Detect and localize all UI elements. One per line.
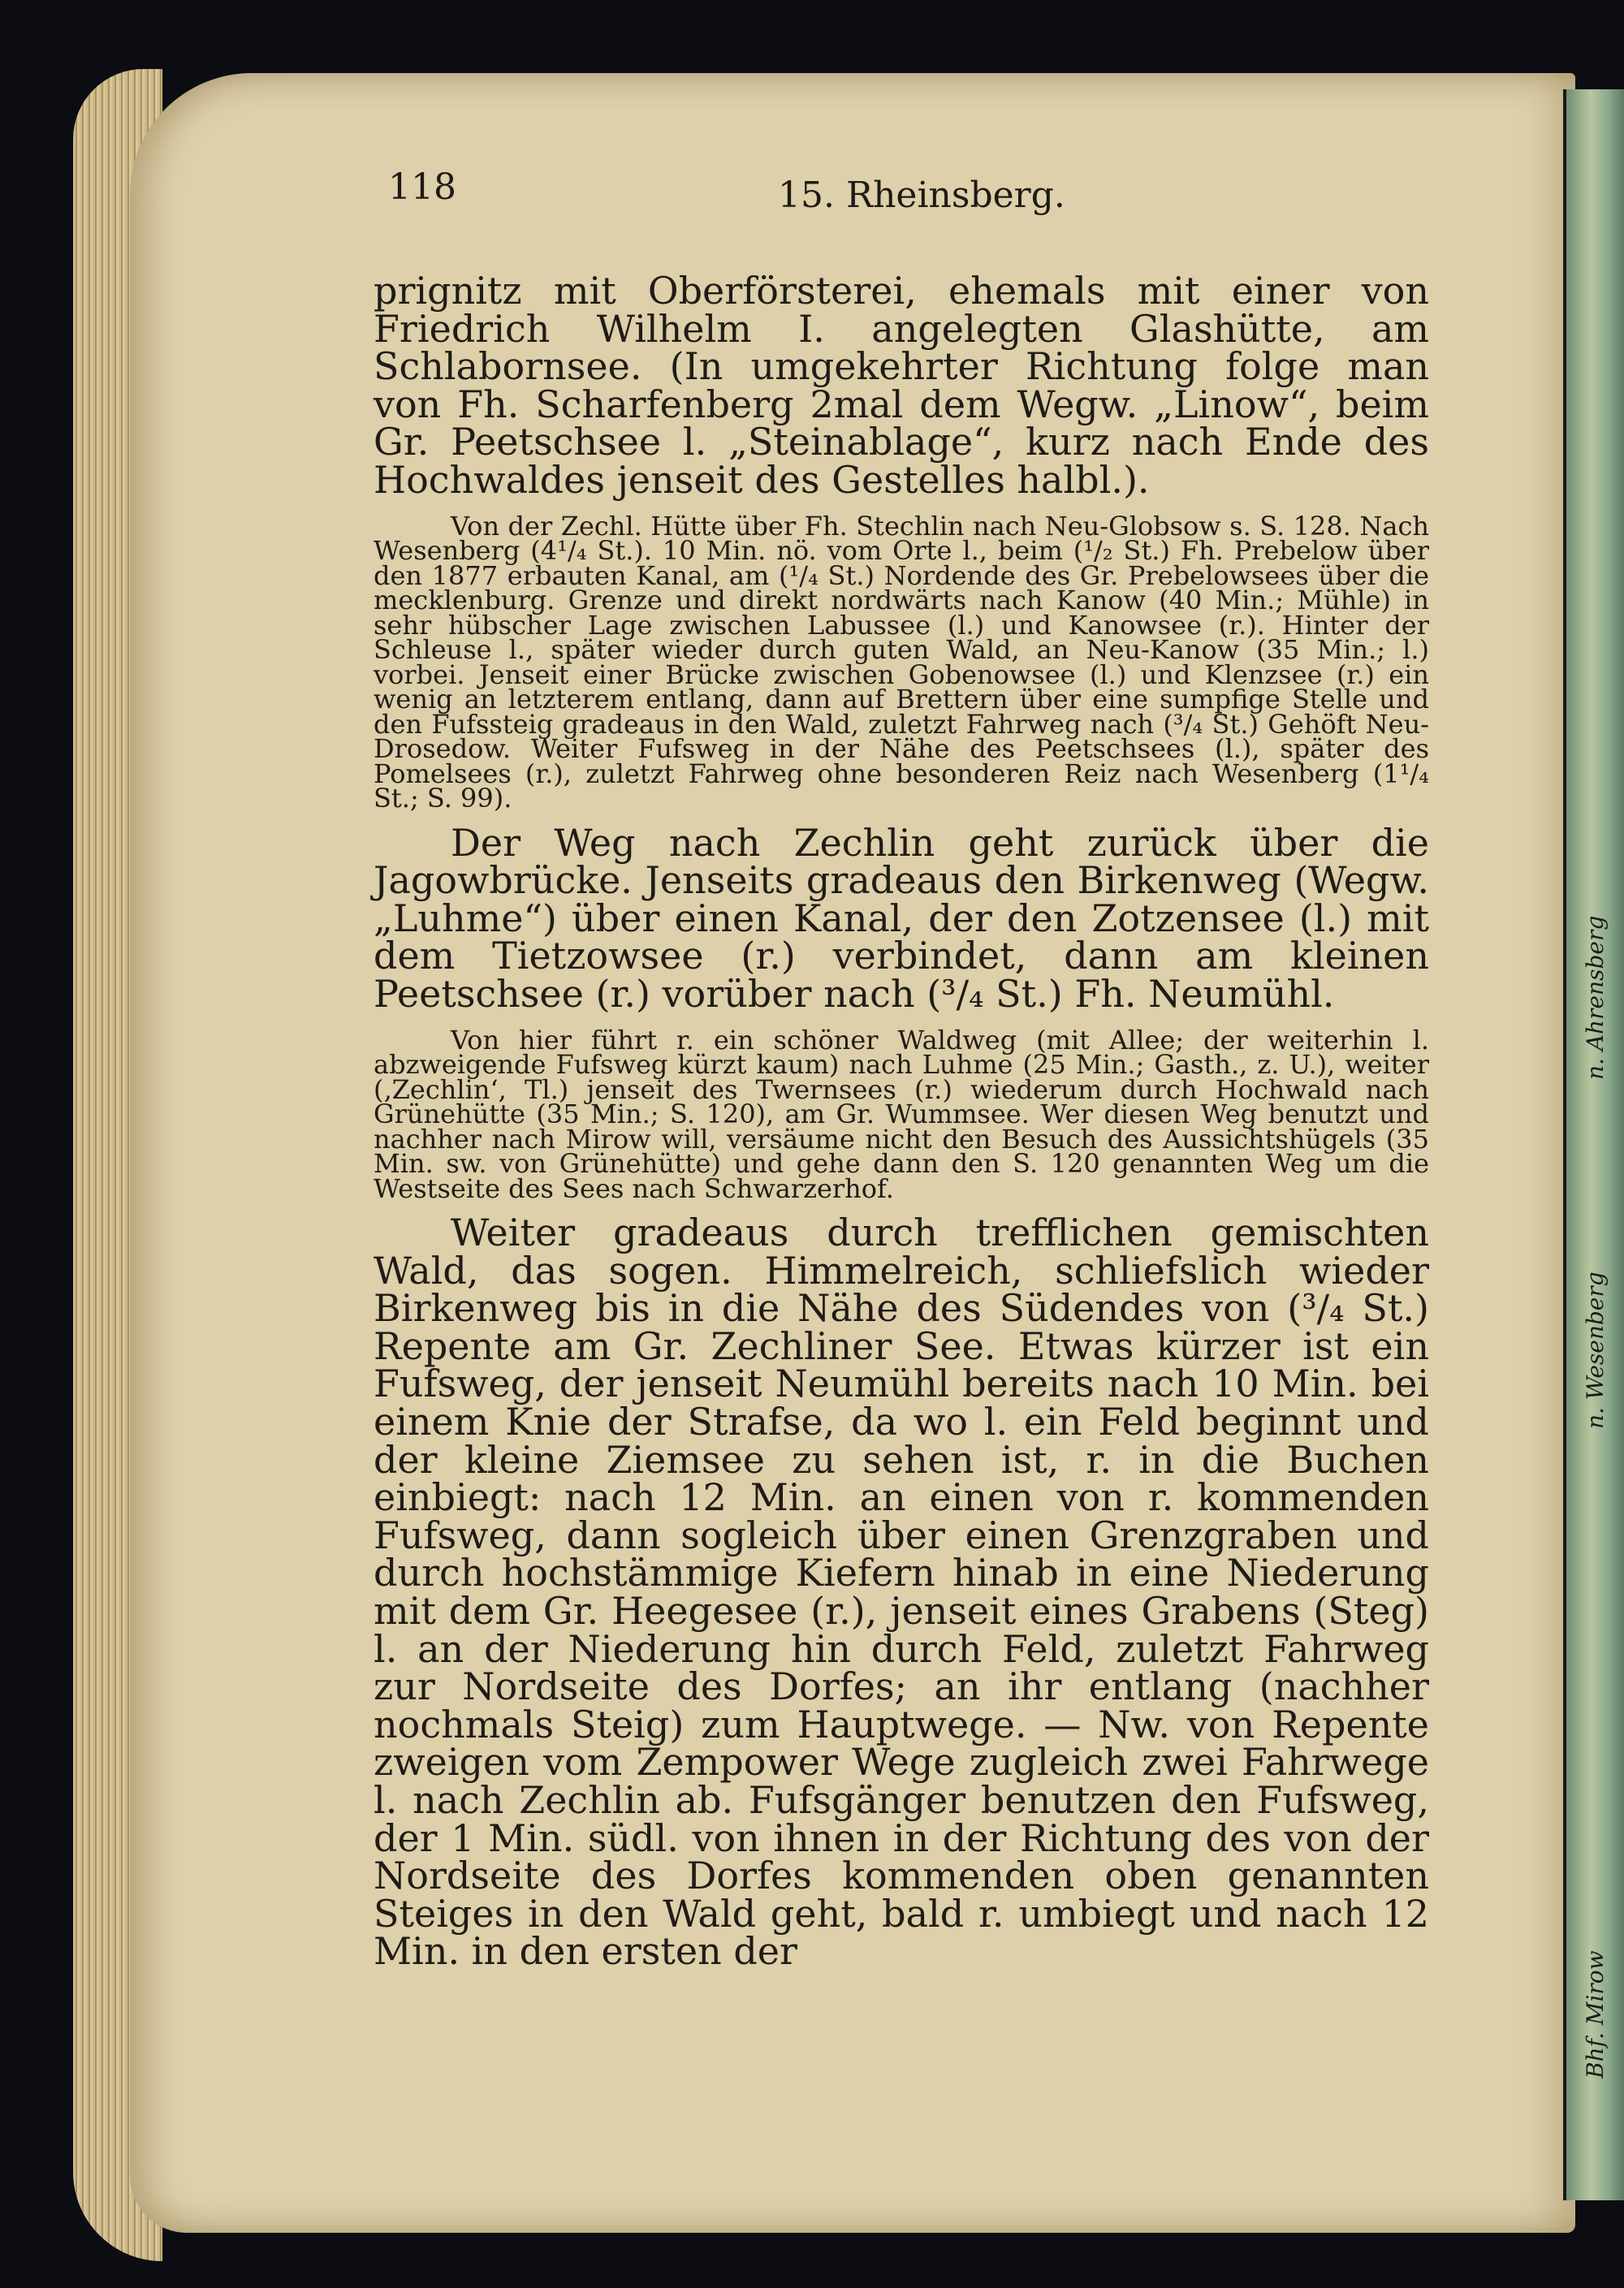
paragraph-continuation: prignitz mit Oberförsterei, ehemals mit einer von Friedrich Wilhelm I. angelegten Glashütte, am Schlabornsee. (In umgekehrter Richtung folge man von Fh. Scharfenberg 2mal dem Wegw. „Linow“, beim Gr. Peetschsee l. „Steinablage“, kurz nach Ende des Hochwaldes jenseit des Gestelles halbl.). (374, 269, 1429, 502)
map-label-mirow: Bhf. Mirow (1582, 1950, 1609, 2079)
folded-map-edge (1563, 89, 1624, 2200)
paragraph-zechlin-route: Der Weg nach Zechlin geht zurück über die Jagowbrücke. Jenseits gradeaus den Birkenweg (Wegw. „Luhme“) über einen Kanal, der den Zotzensee (l.) mit dem Tietzowsee (r.) verbindet, dann am kleinen Peetschsee (r.) vorüber nach (³/₄ St.) Fh. Neumühl. (374, 820, 1429, 1016)
page-header (388, 166, 1419, 215)
small-print-waldweg-note: Von hier führt r. ein schöner Waldweg (mit Allee; der weiterhin l. abzweigende Fufsweg kürzt kaum) nach Luhme (25 Min.; Gasth., z. U.), weiter (‚Zechlin‘, Tl.) jenseit des Twernsees (r.) wiederum durch Hochwald nach Grünehütte (35 Min.; S. 120), am Gr. Wummsee. Wer diesen Weg benutzt und nachher nach Mirow will, versäume nicht den Besuch des Aussichtshügels (35 Min. sw. von Grünehütte) und gehe dann den S. 120 genannten Weg um die Westseite des Sees nach Schwarzerhof. (374, 1024, 1429, 1204)
paragraph-repente-route: Weiter gradeaus durch trefflichen gemischten Wald, das sogen. Himmelreich, schliefslich wieder Birkenweg bis in die Nähe des Südendes von (³/₄ St.) Repente am Gr. Zechliner See. Etwas kürzer ist ein Fufsweg, der jenseit Neumühl bereits nach 10 Min. bei einem Knie der Strafse, da wo l. ein Feld beginnt und der kleine Ziemsee zu sehen ist, r. in die Buchen einbiegt: nach 12 Min. an einen von r. kommenden Fufsweg, dann sogleich über einen Grenzgraben und durch hochstämmige Kiefern hinab in eine Niederung mit dem Gr. Heegesee (r.), jenseit eines Grabens (Steg) l. an der Niederung hin durch Feld, zuletzt Fahrweg zur Nordseite des Dorfes; an ihr entlang (nachher nochmals Steig) zum Hauptwege. — Nw. von Repente zweigen vom Zempower Wege zugleich zwei Fahrwege l. nach Zechlin ab. Fufsgänger benutzen den Fufsweg, der 1 Min. südl. von ihnen in der Richtung des von der Nordseite des Dorfes kommenden oben genannten Steiges in den Wald geht, bald r. umbiegt und nach 12 Min. in den ersten der (374, 1211, 1429, 1974)
map-label-ahrensberg: n. Ahrensberg (1582, 915, 1609, 1080)
text-column (374, 269, 1429, 1985)
page-number: 118 (388, 166, 456, 208)
small-print-route-note: Von der Zechl. Hütte über Fh. Stechlin nach Neu-Globsow s. S. 128. Nach Wesenberg (4¹/₄ St.). 10 Min. nö. vom Orte l., beim (¹/₂ St.) Fh. Prebelow über den 1877 erbauten Kanal, am (¹/₄ St.) Nordende des Gr. Prebelowsees über die mecklenburg. Grenze und direkt nordwärts nach Kanow (40 Min.; Mühle) in sehr hübscher Lage zwischen Labussee (l.) und Kanowsee (r.). Hinter der Schleuse l., später wieder durch guten Wald, an Neu-Kanow (35 Min.; l.) vorbei. Jenseit einer Brücke zwischen Gobenowsee (l.) und Klenzsee (r.) ein wenig an letzterem entlang, dann auf Brettern über eine sumpfige Stelle und den Fufssteig gradeaus in den Wald, zuletzt Fahrweg nach (³/₄ St.) Gehöft Neu-Drosedow. Weiter Fufsweg in der Nähe des Peetschsees (l.), später des Pomelsees (r.), zuletzt Fahrweg ohne besonderen Reiz nach Wesenberg (1¹/₄ St.; S. 99). (374, 510, 1429, 814)
running-title: 15. Rheinsberg. (778, 175, 1065, 216)
map-label-wesenberg: n. Wesenberg (1582, 1271, 1609, 1429)
